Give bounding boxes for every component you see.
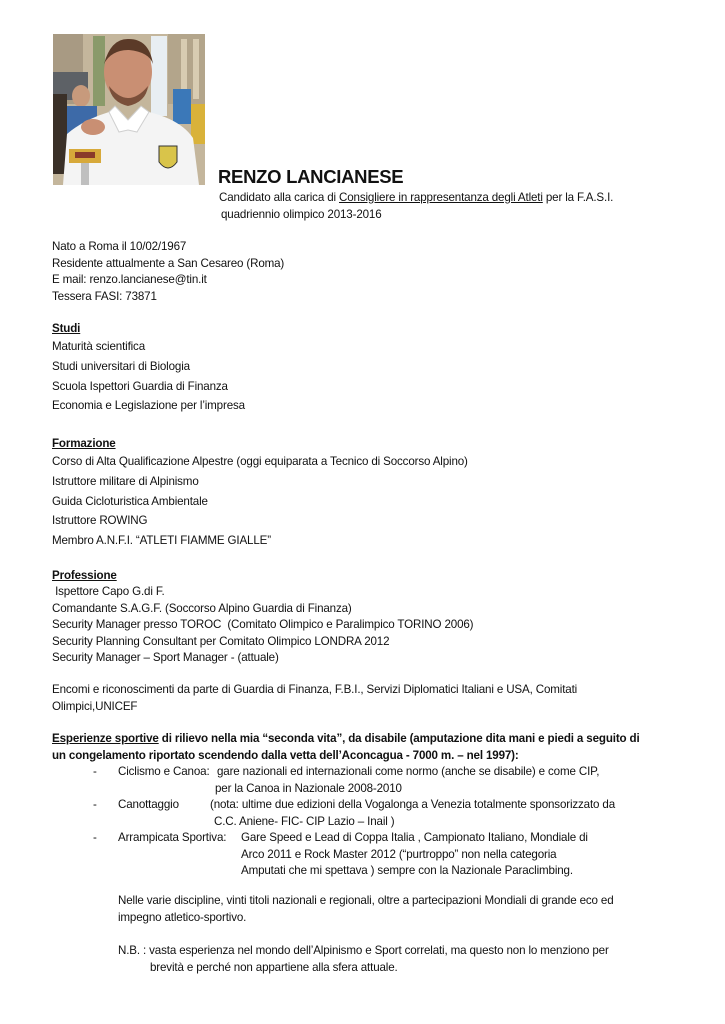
summary-paragraph <box>118 893 614 926</box>
sport-detail: gare nazionali ed internazionali come normo (anche se disabile) e come CIP, <box>217 765 600 778</box>
candidacy-role: Consigliere in rappresentanza degli Atleti <box>339 191 543 204</box>
esperienze-title: Esperienze sportive <box>52 732 159 745</box>
birth-info: Nato a Roma il 10/02/1967 <box>52 240 187 253</box>
personal-info <box>52 239 284 305</box>
professione-item: Ispettore Capo G.di F. <box>52 585 165 599</box>
sport-detail: per la Canoa in Nazionale 2008-2010 <box>215 781 402 795</box>
candidacy-suffix: per la F.A.S.I. <box>542 191 614 204</box>
encomi-line: Encomi e riconoscimenti da parte di Guardia di Finanza, F.B.I., Servizi Diplomatici Italiani e USA, Comitati <box>52 683 578 696</box>
encomi-line: Olimpici,UNICEF <box>52 699 138 713</box>
formazione-item: Membro A.N.F.I. “ATLETI FIAMME GIALLE” <box>52 534 271 548</box>
professione-item: Security Planning Consultant per Comitato Olimpico LONDRA 2012 <box>52 634 390 648</box>
encomi-section <box>52 682 577 715</box>
esperienze-heading-line <box>52 730 640 747</box>
professione-item: Comandante S.A.G.F. (Soccorso Alpino Guardia di Finanza) <box>52 601 352 615</box>
nb-line: N.B. : vasta esperienza nel mondo dell’Alpinismo e Sport correlati, ma questo non lo menziono per <box>118 944 609 957</box>
summary-line: Nelle varie discipline, vinti titoli nazionali e regionali, oltre a partecipazioni Mondiali di grande eco ed <box>118 894 614 907</box>
residence-info: Residente attualmente a San Cesareo (Roma) <box>52 256 285 270</box>
quadriennio-line: quadriennio olimpico 2013-2016 <box>221 208 382 221</box>
sport-detail: C.C. Aniene- FIC- CIP Lazio – Inail ) <box>214 814 395 828</box>
bullet-dash: - <box>93 831 97 844</box>
professione-section <box>52 568 473 666</box>
sport-detail: Amputati che mi spettava ) sempre con la Nazionale Paraclimbing. <box>241 864 573 877</box>
candidacy-prefix: Candidato alla carica di <box>219 191 339 204</box>
bullet-dash: - <box>93 798 97 811</box>
professione-title: Professione <box>52 569 117 582</box>
formazione-item: Corso di Alta Qualificazione Alpestre (oggi equiparata a Tecnico di Soccorso Alpino) <box>52 455 468 468</box>
studi-item: Economia e Legislazione per l’impresa <box>52 399 245 413</box>
sport-detail: Arco 2011 e Rock Master 2012 (“purtroppo” non nella categoria <box>241 847 557 861</box>
portrait-illustration <box>53 34 205 185</box>
portrait-photo <box>53 34 205 185</box>
studi-item: Maturità scientifica <box>52 340 146 353</box>
candidacy-line <box>219 190 613 207</box>
nb-line: brevità e perché non appartiene alla sfera attuale. <box>150 960 398 974</box>
nb-note <box>118 943 609 976</box>
studi-item: Studi universitari di Biologia <box>52 359 190 373</box>
studi-title: Studi <box>52 322 81 335</box>
sport-label: Canottaggio <box>118 798 179 811</box>
formazione-item: Istruttore ROWING <box>52 514 148 528</box>
studi-item: Scuola Ispettori Guardia di Finanza <box>52 379 228 393</box>
esperienze-intro-line: un congelamento riportato scendendo dalla vetta dell’Aconcagua - 7000 m. – nel 1997): <box>52 749 519 762</box>
sport-label: Ciclismo e Canoa: <box>118 765 210 778</box>
bullet-dash: - <box>93 765 97 778</box>
summary-line: impegno atletico-sportivo. <box>118 910 247 924</box>
sport-detail: (nota: ultime due edizioni della Vogalonga a Venezia totalmente sponsorizzato da <box>210 798 616 811</box>
tessera-info: Tessera FASI: 73871 <box>52 289 157 303</box>
email-info: E mail: renzo.lancianese@tin.it <box>52 273 207 286</box>
sport-label: Arrampicata Sportiva: <box>118 831 227 844</box>
studi-section <box>52 321 245 416</box>
esperienze-intro: di rilievo nella mia “seconda vita”, da disabile (amputazione dita mani e piedi a seguito di <box>158 732 640 745</box>
formazione-title: Formazione <box>52 437 116 450</box>
formazione-item: Istruttore militare di Alpinismo <box>52 474 199 488</box>
formazione-item: Guida Cicloturistica Ambientale <box>52 494 208 508</box>
candidate-name: RENZO LANCIANESE <box>218 166 404 187</box>
formazione-section <box>52 436 468 551</box>
professione-item: Security Manager presso TOROC (Comitato Olimpico e Paralimpico TORINO 2006) <box>52 618 474 632</box>
professione-item: Security Manager – Sport Manager - (attuale) <box>52 651 279 665</box>
esperienze-section <box>52 730 640 764</box>
sport-detail: Gare Speed e Lead di Coppa Italia , Campionato Italiano, Mondiale di <box>241 831 588 844</box>
